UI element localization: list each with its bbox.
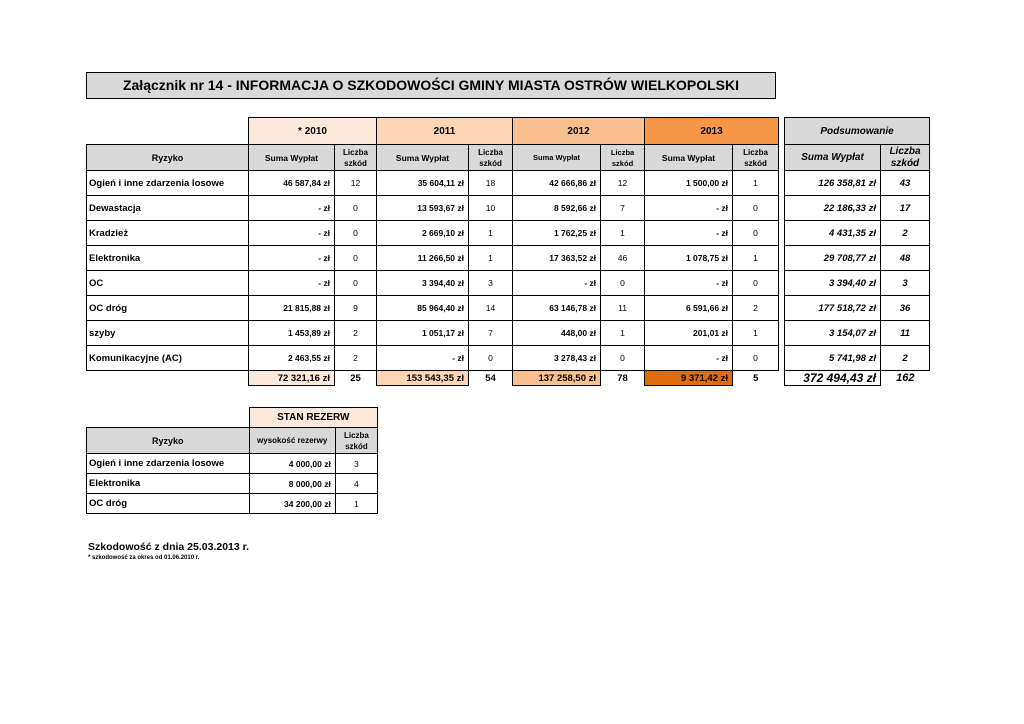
count-cell: 7 <box>469 321 513 346</box>
summary-count-cell: 36 <box>881 296 930 321</box>
count-cell: 12 <box>601 171 645 196</box>
amount-cell: - zł <box>249 221 335 246</box>
count-header-2010: Liczba szkód <box>335 145 377 171</box>
summary-amount-cell: 29 708,77 zł <box>785 246 881 271</box>
count-cell: 0 <box>733 271 779 296</box>
risk-label: Dewastacja <box>87 196 249 221</box>
amount-cell: - zł <box>249 271 335 296</box>
summary-amount-cell: 126 358,81 zł <box>785 171 881 196</box>
count-cell: 0 <box>601 271 645 296</box>
amount-cell: - zł <box>645 346 733 371</box>
count-cell: 2 <box>733 296 779 321</box>
count-cell: 0 <box>469 346 513 371</box>
year-header-2013: 2013 <box>645 118 779 145</box>
count-cell: 7 <box>601 196 645 221</box>
summary-row <box>785 171 930 196</box>
summary-amount-cell: 5 741,98 zł <box>785 346 881 371</box>
summary-amount-header: Suma Wypłat <box>785 145 881 171</box>
table-row <box>87 196 779 221</box>
total-count-2011: 54 <box>485 372 496 384</box>
amount-header-2010: Suma Wypłat <box>249 145 335 171</box>
count-cell: 3 <box>469 271 513 296</box>
table-row <box>87 271 779 296</box>
reserves-row <box>87 454 378 474</box>
table-row <box>87 321 779 346</box>
count-header-2013: Liczba szkód <box>733 145 779 171</box>
claims-table <box>86 117 779 386</box>
count-cell: 0 <box>335 271 377 296</box>
count-cell: 10 <box>469 196 513 221</box>
summary-amount-cell: 4 431,35 zł <box>785 221 881 246</box>
reserves-count-cell: 4 <box>335 474 377 494</box>
count-cell: 18 <box>469 171 513 196</box>
summary-row <box>785 346 930 371</box>
reserves-amount-cell: 34 200,00 zł <box>249 494 335 514</box>
count-cell: 0 <box>335 196 377 221</box>
amount-cell: 21 815,88 zł <box>249 296 335 321</box>
count-cell: 0 <box>733 196 779 221</box>
count-cell: 1 <box>601 221 645 246</box>
count-cell: 1 <box>601 321 645 346</box>
summary-row <box>785 321 930 346</box>
amount-cell: 13 593,67 zł <box>377 196 469 221</box>
amount-header-2013: Suma Wypłat <box>645 145 733 171</box>
table-row <box>87 246 779 271</box>
amount-cell: - zł <box>513 271 601 296</box>
risk-label: szyby <box>87 321 249 346</box>
summary-row <box>785 221 930 246</box>
amount-cell: 1 078,75 zł <box>645 246 733 271</box>
table-row <box>87 171 779 196</box>
summary-amount-cell: 3 154,07 zł <box>785 321 881 346</box>
reserves-count-cell: 3 <box>335 454 377 474</box>
count-header-2012: Liczba szkód <box>601 145 645 171</box>
reserves-amount-header: wysokość rezerwy <box>249 428 335 454</box>
summary-row <box>785 246 930 271</box>
total-amount-2012: 137 258,50 zł <box>513 371 601 386</box>
count-cell: 0 <box>733 221 779 246</box>
year-header-2011: 2011 <box>377 118 513 145</box>
count-cell: 0 <box>335 246 377 271</box>
amount-cell: 85 964,40 zł <box>377 296 469 321</box>
amount-cell: 6 591,66 zł <box>645 296 733 321</box>
count-cell: 14 <box>469 296 513 321</box>
count-cell: 0 <box>733 346 779 371</box>
total-amount-2010: 72 321,16 zł <box>249 371 335 386</box>
reserves-risk-label: OC dróg <box>87 494 250 514</box>
page-title: Załącznik nr 14 - INFORMACJA O SZKODOWOŚCI GMINY MIASTA OSTRÓW WIELKOPOLSKI <box>86 72 776 99</box>
amount-cell: 2 669,10 zł <box>377 221 469 246</box>
count-cell: 2 <box>335 346 377 371</box>
count-cell: 1 <box>469 246 513 271</box>
risk-label: OC dróg <box>87 296 249 321</box>
amount-cell: 1 051,17 zł <box>377 321 469 346</box>
summary-count-cell: 11 <box>881 321 930 346</box>
table-row <box>87 296 779 321</box>
amount-header-2012: Suma Wypłat <box>513 145 601 171</box>
amount-cell: - zł <box>377 346 469 371</box>
amount-cell: 8 592,66 zł <box>513 196 601 221</box>
column-header-row <box>87 145 779 171</box>
amount-cell: - zł <box>645 196 733 221</box>
summary-table <box>784 117 930 386</box>
date-note: Szkodowość z dnia 25.03.2013 r. <box>88 541 250 553</box>
totals-row <box>87 371 779 386</box>
year-header-2010: * 2010 <box>249 118 377 145</box>
summary-count-cell: 17 <box>881 196 930 221</box>
count-cell: 11 <box>601 296 645 321</box>
count-header-2011: Liczba szkód <box>469 145 513 171</box>
count-cell: 12 <box>335 171 377 196</box>
amount-cell: 3 278,43 zł <box>513 346 601 371</box>
summary-row <box>785 196 930 221</box>
count-cell: 9 <box>335 296 377 321</box>
reserves-row <box>87 474 378 494</box>
summary-count-cell: 2 <box>881 346 930 371</box>
risk-label: OC <box>87 271 249 296</box>
amount-cell: 46 587,84 zł <box>249 171 335 196</box>
count-cell: 1 <box>733 246 779 271</box>
risk-header: Ryzyko <box>87 145 249 171</box>
summary-total-row <box>785 371 930 386</box>
count-cell: 1 <box>733 171 779 196</box>
count-cell: 0 <box>335 221 377 246</box>
reserves-risk-header: Ryzyko <box>87 428 250 454</box>
table-row <box>87 346 779 371</box>
reserves-row <box>87 494 378 514</box>
table-row <box>87 221 779 246</box>
amount-cell: 42 666,86 zł <box>513 171 601 196</box>
total-count-2010: 25 <box>350 372 361 384</box>
total-count-2013: 5 <box>753 372 759 384</box>
summary-header: Podsumowanie <box>785 118 930 145</box>
count-cell: 0 <box>601 346 645 371</box>
summary-count-cell: 43 <box>881 171 930 196</box>
summary-count-cell: 2 <box>881 221 930 246</box>
summary-amount-cell: 3 394,40 zł <box>785 271 881 296</box>
amount-cell: 3 394,40 zł <box>377 271 469 296</box>
footnote: * szkodowość za okres od 01.06.2010 r. <box>88 555 200 561</box>
amount-cell: - zł <box>249 196 335 221</box>
risk-label: Kradzież <box>87 221 249 246</box>
reserves-count-header: Liczba szkód <box>335 428 377 454</box>
count-cell: 1 <box>733 321 779 346</box>
risk-label: Elektronika <box>87 246 249 271</box>
amount-cell: 1 762,25 zł <box>513 221 601 246</box>
grand-total-amount: 372 494,43 zł <box>785 371 881 386</box>
reserves-title: STAN REZERW <box>249 408 377 428</box>
amount-cell: 35 604,11 zł <box>377 171 469 196</box>
amount-cell: - zł <box>249 246 335 271</box>
risk-label: Komunikacyjne (AC) <box>87 346 249 371</box>
summary-amount-cell: 22 186,33 zł <box>785 196 881 221</box>
reserves-count-cell: 1 <box>335 494 377 514</box>
amount-cell: 63 146,78 zł <box>513 296 601 321</box>
count-cell: 1 <box>469 221 513 246</box>
grand-total-count: 162 <box>896 372 915 385</box>
risk-label: Ogień i inne zdarzenia losowe <box>87 171 249 196</box>
year-header-2012: 2012 <box>513 118 645 145</box>
amount-cell: 2 463,55 zł <box>249 346 335 371</box>
amount-cell: 201,01 zł <box>645 321 733 346</box>
summary-row <box>785 296 930 321</box>
summary-count-cell: 48 <box>881 246 930 271</box>
amount-cell: - zł <box>645 221 733 246</box>
reserves-risk-label: Ogień i inne zdarzenia losowe <box>87 454 250 474</box>
amount-cell: 448,00 zł <box>513 321 601 346</box>
amount-cell: 11 266,50 zł <box>377 246 469 271</box>
reserves-risk-label: Elektronika <box>87 474 250 494</box>
reserves-table <box>86 407 378 514</box>
amount-cell: - zł <box>645 271 733 296</box>
total-count-2012: 78 <box>617 372 628 384</box>
total-amount-2013: 9 371,42 zł <box>645 371 733 386</box>
reserves-amount-cell: 4 000,00 zł <box>249 454 335 474</box>
summary-row <box>785 271 930 296</box>
count-cell: 46 <box>601 246 645 271</box>
amount-cell: 1 453,89 zł <box>249 321 335 346</box>
reserves-amount-cell: 8 000,00 zł <box>249 474 335 494</box>
total-amount-2011: 153 543,35 zł <box>377 371 469 386</box>
summary-count-header: Liczba szkód <box>881 145 930 171</box>
summary-count-cell: 3 <box>881 271 930 296</box>
amount-header-2011: Suma Wypłat <box>377 145 469 171</box>
summary-amount-cell: 177 518,72 zł <box>785 296 881 321</box>
amount-cell: 1 500,00 zł <box>645 171 733 196</box>
amount-cell: 17 363,52 zł <box>513 246 601 271</box>
count-cell: 2 <box>335 321 377 346</box>
